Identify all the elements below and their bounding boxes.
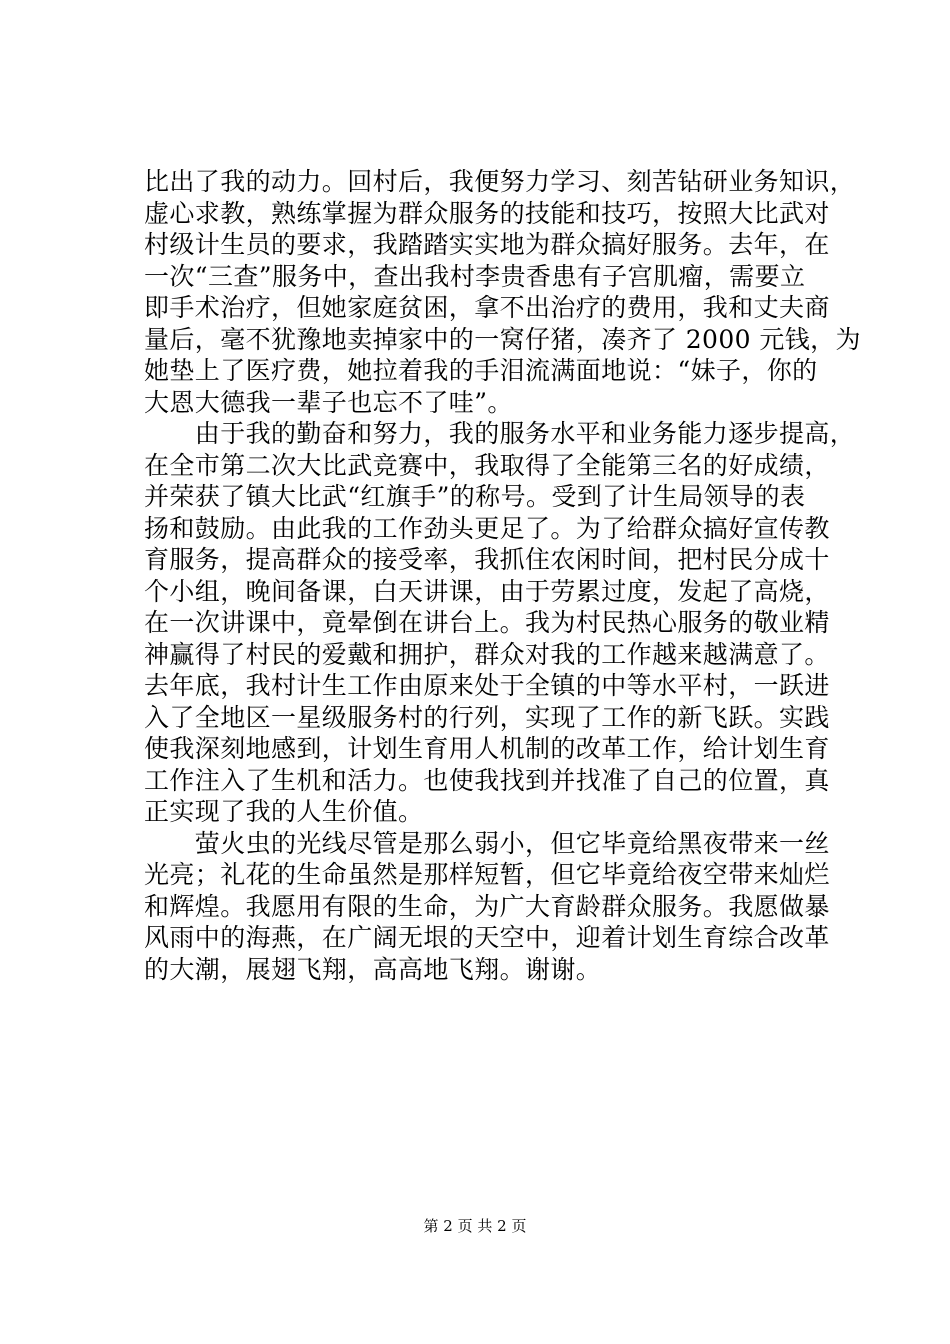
text-line: 个小组，晚间备课，白天讲课，由于劳累过度，发起了高烧， bbox=[144, 576, 830, 606]
text-line: 工作注入了生机和活力。也使我找到并找准了自己的位置，真 bbox=[144, 765, 830, 795]
text-line: 在一次讲课中，竟晕倒在讲台上。我为村民热心服务的敬业精 bbox=[144, 608, 830, 637]
text-line: 正实现了我的人生价值。 bbox=[144, 797, 424, 826]
text-line: 比出了我的动力。回村后，我便努力学习、刻苦钻研业务知识， bbox=[144, 167, 856, 196]
text-line: 和辉煌。我愿用有限的生命，为广大育龄群众服务。我愿做暴 bbox=[144, 891, 830, 921]
text-line: 即手术治疗，但她家庭贫困，拿不出治疗的费用，我和丈夫商 bbox=[144, 293, 830, 322]
text-line: 育服务，提高群众的接受率，我抓住农闲时间，把村民分成十 bbox=[144, 545, 830, 574]
text-line: 使我深刻地感到，计划生育用人机制的改革工作，给计划生育 bbox=[144, 734, 830, 763]
paragraph-1 bbox=[144, 166, 861, 418]
text-line: 她垫上了医疗费，她拉着我的手泪流满面地说：“妹子，你的 bbox=[144, 356, 818, 385]
text-line: 在全市第二次大比武竞赛中，我取得了全能第三名的好成绩， bbox=[144, 450, 830, 480]
page-footer bbox=[0, 1216, 950, 1236]
text-line: 并荣获了镇大比武“红旗手”的称号。受到了计生局领导的表 bbox=[144, 482, 806, 511]
document-body bbox=[144, 166, 861, 985]
text-line: 虚心求教，熟练掌握为群众服务的技能和技巧，按照大比武对 bbox=[144, 198, 830, 228]
text-line: 去年底，我村计生工作由原来处于全镇的中等水平村，一跃进 bbox=[144, 671, 830, 700]
text-line: 大恩大德我一辈子也忘不了哇”。 bbox=[144, 387, 513, 417]
text-line: 入了全地区一星级服务村的行列，实现了工作的新飞跃。实践 bbox=[144, 702, 830, 732]
text-line: 村级计生员的要求，我踏踏实实地为群众搞好服务。去年，在 bbox=[144, 230, 830, 259]
text-line: 光亮；礼花的生命虽然是那样短暂，但它毕竟给夜空带来灿烂 bbox=[144, 860, 830, 889]
paragraph-3 bbox=[144, 828, 830, 986]
page-number-label: 第 2 页 共 2 页 bbox=[423, 1217, 527, 1235]
text-line: 的大潮，展翅飞翔，高高地飞翔。谢谢。 bbox=[144, 954, 602, 984]
text-line: 量后，毫不犹豫地卖掉家中的一窝仔猪，凑齐了 2000 元钱，为 bbox=[144, 324, 861, 354]
paragraph-2 bbox=[144, 418, 856, 828]
text-line: 由于我的勤奋和努力，我的服务水平和业务能力逐步提高， bbox=[144, 419, 856, 448]
text-line: 一次“三查”服务中，查出我村李贵香患有子宫肌瘤，需要立 bbox=[144, 261, 806, 291]
text-line: 萤火虫的光线尽管是那么弱小，但它毕竟给黑夜带来一丝 bbox=[144, 828, 830, 858]
text-line: 风雨中的海燕，在广阔无垠的天空中，迎着计划生育综合改革 bbox=[144, 923, 830, 952]
text-line: 神赢得了村民的爱戴和拥护，群众对我的工作越来越满意了。 bbox=[144, 639, 830, 669]
text-line: 扬和鼓励。由此我的工作劲头更足了。为了给群众搞好宣传教 bbox=[144, 513, 830, 543]
